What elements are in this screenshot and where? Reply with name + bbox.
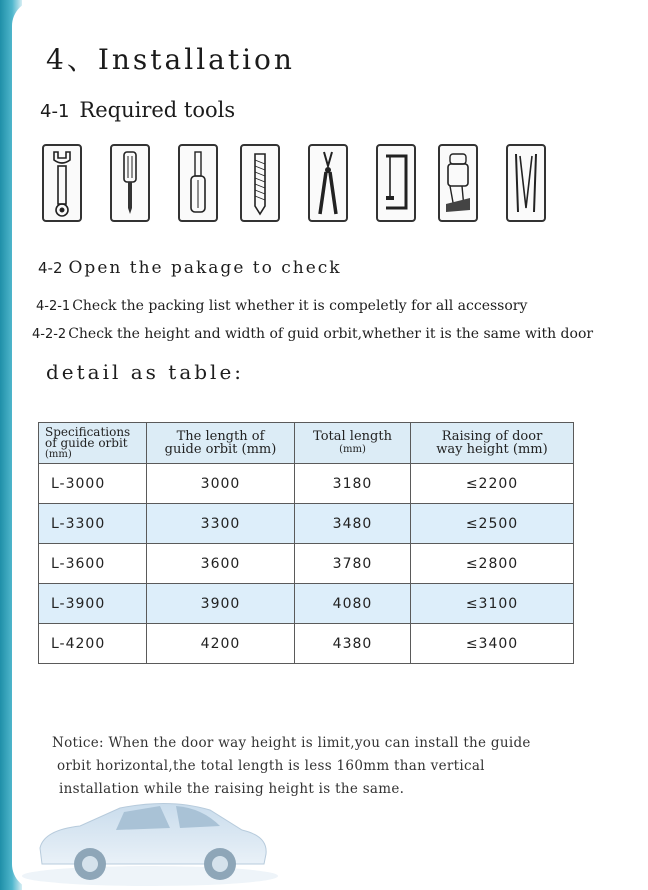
screwdriver-icon [110, 144, 150, 222]
table-row [39, 464, 574, 504]
check-item [36, 298, 527, 314]
table-row [39, 544, 574, 584]
cell-length: 3300 [147, 504, 295, 544]
header-text: of guide orbit [45, 435, 128, 450]
pliers-icon [308, 144, 348, 222]
header-text: (mm) [45, 448, 72, 460]
cell-total: 4380 [295, 624, 411, 664]
cell-spec: L-3300 [39, 504, 147, 544]
flat-screwdriver-icon [178, 144, 218, 222]
spec-table [38, 422, 574, 664]
cell-spec: L-3000 [39, 464, 147, 504]
cell-raise: ≤2800 [411, 544, 574, 584]
notice-line: Notice: When the door way height is limit,you can install the guide [52, 735, 531, 751]
detail-caption: detail as table: [46, 360, 245, 384]
table-row [39, 504, 574, 544]
header-total [295, 423, 411, 464]
table-row [39, 624, 574, 664]
clamp-icon [376, 144, 416, 222]
table-header-row [39, 423, 574, 464]
cell-raise: ≤3100 [411, 584, 574, 624]
header-text: The length of [176, 429, 265, 444]
section-number: 4-1 [40, 101, 70, 122]
table-row [39, 584, 574, 624]
header-text: Total length [313, 429, 392, 444]
section-title: Required tools [79, 98, 236, 122]
header-raise [411, 423, 574, 464]
cell-length: 4200 [147, 624, 295, 664]
header-text: way height (mm) [436, 442, 548, 457]
file-icon [240, 144, 280, 222]
header-text: guide orbit (mm) [164, 442, 277, 457]
cell-raise: ≤2500 [411, 504, 574, 544]
header-text: Raising of door [441, 429, 543, 444]
section-number: 4-2 [38, 259, 63, 277]
section-open-package [38, 258, 342, 278]
cell-length: 3600 [147, 544, 295, 584]
check-item-number: 4-2-2 [32, 327, 67, 342]
cell-spec: L-4200 [39, 624, 147, 664]
page-title [46, 38, 295, 78]
header-length [147, 423, 295, 464]
header-spec [39, 423, 147, 464]
cell-total: 3780 [295, 544, 411, 584]
header-text: (mm) [339, 444, 366, 455]
car-illustration-icon [20, 790, 280, 886]
notice-line: orbit horizontal,the total length is less 160mm than vertical [57, 758, 485, 774]
tweezers-icon [506, 144, 546, 222]
check-item-text: Check the height and width of guid orbit,whether it is the same with door [68, 326, 594, 342]
cell-spec: L-3600 [39, 544, 147, 584]
wrench-icon [42, 144, 82, 222]
header-text: Specifications [45, 424, 131, 439]
cell-raise: ≤2200 [411, 464, 574, 504]
cell-length: 3000 [147, 464, 295, 504]
cell-total: 3180 [295, 464, 411, 504]
cell-length: 3900 [147, 584, 295, 624]
check-item-text: Check the packing list whether it is compeletly for all accessory [72, 298, 528, 314]
check-item-number: 4-2-1 [36, 299, 71, 314]
drill-icon [438, 144, 478, 222]
cell-total: 3480 [295, 504, 411, 544]
notice-line: installation while the raising height is the same. [59, 781, 405, 797]
cell-raise: ≤3400 [411, 624, 574, 664]
cell-spec: L-3900 [39, 584, 147, 624]
cell-total: 4080 [295, 584, 411, 624]
title-number: 4、 [46, 43, 98, 76]
section-required-tools [40, 98, 235, 122]
section-title: Open the pakage to check [68, 258, 342, 278]
title-text: Installation [97, 43, 295, 76]
check-item [32, 326, 593, 342]
